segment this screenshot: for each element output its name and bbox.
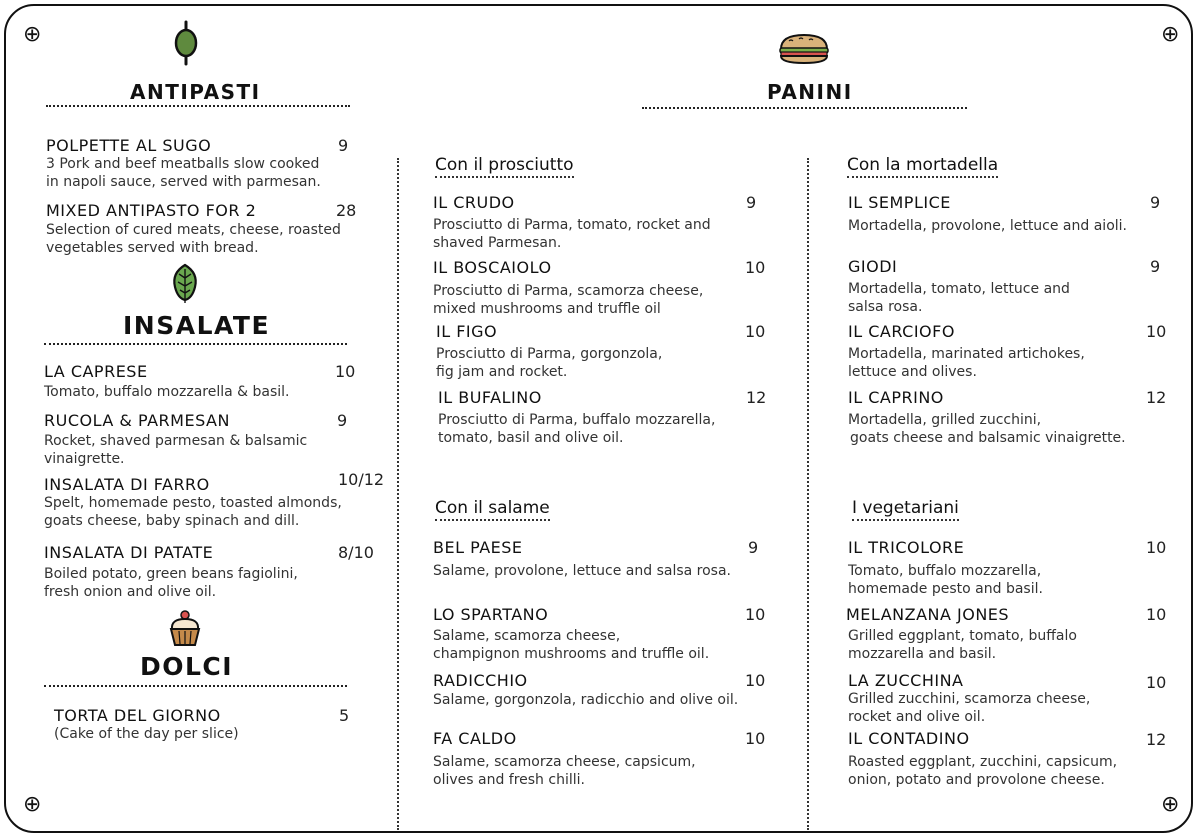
menu-item-description: Boiled potato, green beans fagiolini, xyxy=(44,566,298,582)
menu-item-description: Prosciutto di Parma, scamorza cheese, xyxy=(433,283,704,299)
dolci-divider xyxy=(44,685,347,687)
menu-item-price: 10 xyxy=(1146,673,1167,692)
menu-item-price: 8/10 xyxy=(338,543,374,562)
antipasti-title: ANTIPASTI xyxy=(130,80,261,104)
menu-item-description: mozzarella and basil. xyxy=(848,646,997,662)
menu-item-description: shaved Parmesan. xyxy=(433,235,562,251)
menu-item-description: Salame, gorgonzola, radicchio and olive oil. xyxy=(433,692,739,708)
menu-item-name: IL FIGO xyxy=(436,322,498,341)
olive-icon xyxy=(170,20,202,66)
menu-item-description: Mortadella, tomato, lettuce and xyxy=(848,281,1070,297)
menu-item-description: Roasted eggplant, zucchini, capsicum, xyxy=(848,754,1118,770)
menu-item-name: INSALATA DI PATATE xyxy=(44,543,214,562)
menu-item-name: POLPETTE AL SUGO xyxy=(46,136,212,155)
menu-item-price: 10 xyxy=(745,671,766,690)
insalate-divider xyxy=(44,343,347,345)
menu-item-name: IL CAPRINO xyxy=(848,388,944,407)
lettuce-leaf-icon xyxy=(170,263,200,305)
prosciutto-subheading: Con il prosciutto xyxy=(435,155,574,178)
cupcake-icon xyxy=(167,608,203,648)
menu-item-price: 10/12 xyxy=(338,470,385,489)
column-divider xyxy=(397,158,399,830)
menu-item-description: (Cake of the day per slice) xyxy=(54,726,239,742)
menu-item-name: INSALATA DI FARRO xyxy=(44,475,210,494)
antipasti-divider xyxy=(46,105,350,107)
menu-item-price: 9 xyxy=(1150,193,1161,212)
menu-item-description: in napoli sauce, served with parmesan. xyxy=(46,174,321,190)
menu-item-description: champignon mushrooms and truffle oil. xyxy=(433,646,710,662)
menu-item-description: fresh onion and olive oil. xyxy=(44,584,217,600)
menu-item-name: IL CONTADINO xyxy=(848,729,970,748)
menu-item-name: MELANZANA JONES xyxy=(846,605,1010,624)
menu-item-price: 28 xyxy=(336,201,357,220)
menu-item-description: goats cheese and balsamic vinaigrette. xyxy=(850,430,1126,446)
menu-item-description: Prosciutto di Parma, tomato, rocket and xyxy=(433,217,711,233)
corner-crosshair-icon: ⊕ xyxy=(1161,792,1180,817)
menu-item-description: Mortadella, marinated artichokes, xyxy=(848,346,1085,362)
menu-item-description: Selection of cured meats, cheese, roasted xyxy=(46,222,341,238)
menu-item-name: IL SEMPLICE xyxy=(848,193,951,212)
menu-item-price: 10 xyxy=(745,605,766,624)
menu-item-price: 12 xyxy=(1146,730,1167,749)
panini-title: PANINI xyxy=(767,80,853,104)
menu-item-price: 10 xyxy=(745,322,766,341)
menu-item-price: 10 xyxy=(1146,605,1167,624)
salame-subheading: Con il salame xyxy=(435,498,550,521)
menu-item-description: Prosciutto di Parma, gorgonzola, xyxy=(436,346,663,362)
column-divider xyxy=(807,158,809,830)
menu-item-name: LA ZUCCHINA xyxy=(848,671,964,690)
menu-item-description: olives and fresh chilli. xyxy=(433,772,585,788)
menu-item-price: 10 xyxy=(1146,538,1167,557)
menu-item-description: Grilled eggplant, tomato, buffalo xyxy=(848,628,1077,644)
menu-item-description: Mortadella, provolone, lettuce and aioli. xyxy=(848,218,1127,234)
menu-item-description: salsa rosa. xyxy=(848,299,923,315)
menu-item-name: GIODI xyxy=(848,257,898,276)
menu-item-description: Spelt, homemade pesto, toasted almonds, xyxy=(44,495,342,511)
menu-item-description: Salame, scamorza cheese, xyxy=(433,628,621,644)
menu-item-price: 9 xyxy=(338,136,349,155)
menu-item-description: Rocket, shaved parmesan & balsamic xyxy=(44,433,308,449)
menu-item-price: 10 xyxy=(335,362,356,381)
menu-item-description: Prosciutto di Parma, buffalo mozzarella, xyxy=(438,412,716,428)
menu-item-price: 10 xyxy=(1146,322,1167,341)
menu-item-price: 5 xyxy=(339,706,350,725)
sandwich-icon xyxy=(777,32,831,66)
menu-item-description: Tomato, buffalo mozzarella, xyxy=(848,563,1042,579)
menu-item-description: fig jam and rocket. xyxy=(436,364,568,380)
menu-item-price: 9 xyxy=(1150,257,1161,276)
menu-item-description: Salame, scamorza cheese, capsicum, xyxy=(433,754,696,770)
menu-item-price: 9 xyxy=(748,538,759,557)
corner-crosshair-icon: ⊕ xyxy=(1161,22,1180,47)
corner-crosshair-icon: ⊕ xyxy=(23,792,42,817)
menu-item-name: LA CAPRESE xyxy=(44,362,148,381)
panini-divider xyxy=(642,107,967,109)
menu-item-name: IL CRUDO xyxy=(433,193,515,212)
vegetariani-subheading: I vegetariani xyxy=(852,498,959,521)
menu-item-description: Grilled zucchini, scamorza cheese, xyxy=(848,691,1091,707)
menu-item-name: IL CARCIOFO xyxy=(848,322,955,341)
menu-item-description: Mortadella, grilled zucchini, xyxy=(848,412,1042,428)
menu-item-name: LO SPARTANO xyxy=(433,605,549,624)
insalate-title: INSALATE xyxy=(123,311,271,340)
menu-item-name: FA CALDO xyxy=(433,729,517,748)
menu-item-description: goats cheese, baby spinach and dill. xyxy=(44,513,300,529)
menu-item-description: onion, potato and provolone cheese. xyxy=(848,772,1105,788)
mortadella-subheading: Con la mortadella xyxy=(847,155,998,178)
menu-item-description: vinaigrette. xyxy=(44,451,125,467)
menu-item-description: Tomato, buffalo mozzarella & basil. xyxy=(44,384,290,400)
menu-item-name: BEL PAESE xyxy=(433,538,523,557)
menu-item-description: homemade pesto and basil. xyxy=(848,581,1043,597)
menu-item-price: 10 xyxy=(745,729,766,748)
menu-item-description: rocket and olive oil. xyxy=(848,709,986,725)
menu-item-description: mixed mushrooms and truffle oil xyxy=(433,301,661,317)
menu-item-description: 3 Pork and beef meatballs slow cooked xyxy=(46,156,320,172)
menu-item-name: RADICCHIO xyxy=(433,671,528,690)
menu-item-name: IL BOSCAIOLO xyxy=(433,258,552,277)
menu-item-name: IL TRICOLORE xyxy=(848,538,965,557)
menu-item-price: 9 xyxy=(746,193,757,212)
menu-item-description: tomato, basil and olive oil. xyxy=(438,430,624,446)
menu-item-name: TORTA DEL GIORNO xyxy=(54,706,221,725)
menu-item-price: 12 xyxy=(1146,388,1167,407)
menu-item-name: IL BUFALINO xyxy=(438,388,542,407)
menu-item-price: 10 xyxy=(745,258,766,277)
corner-crosshair-icon: ⊕ xyxy=(23,22,42,47)
menu-item-description: lettuce and olives. xyxy=(848,364,977,380)
menu-item-price: 12 xyxy=(746,388,767,407)
dolci-title: DOLCI xyxy=(140,652,234,681)
menu-item-description: vegetables served with bread. xyxy=(46,240,259,256)
menu-item-name: RUCOLA & PARMESAN xyxy=(44,411,230,430)
menu-item-price: 9 xyxy=(337,411,348,430)
menu-item-description: Salame, provolone, lettuce and salsa rosa. xyxy=(433,563,732,579)
menu-item-name: MIXED ANTIPASTO FOR 2 xyxy=(46,201,257,220)
